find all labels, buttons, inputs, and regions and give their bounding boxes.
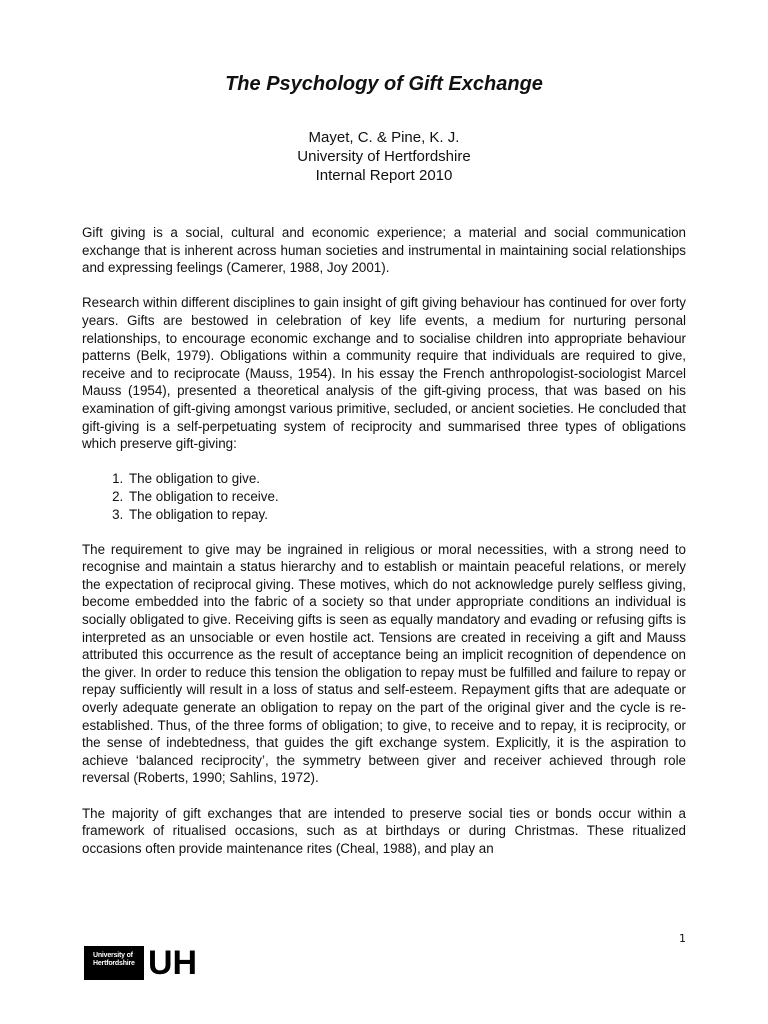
report-label: Internal Report 2010 xyxy=(315,167,453,184)
logo-mark: UH xyxy=(148,944,198,982)
body-text xyxy=(82,224,686,875)
author-names: Mayet, C. & Pine, K. J. xyxy=(308,129,460,146)
logo-line-1: University of xyxy=(93,952,133,959)
paragraph: Gift giving is a social, cultural and economic experience; a material and social communication exchange that is inherent across human societies and instrumental in maintaining social relationships and expressing feelings (Camerer, 1988, Joy 2001). xyxy=(82,225,686,276)
document-title: The Psychology of Gift Exchange xyxy=(225,73,543,95)
list-item: 2. The obligation to receive. xyxy=(127,488,686,506)
list-item: 1. The obligation to give. xyxy=(127,470,686,488)
page-number: 1 xyxy=(679,932,686,945)
paragraph: The requirement to give may be ingrained in religious or moral necessities, with a strong need to recognise and maintain a status hierarchy and to establish or maintain peaceful relations, or merely the expectation of reciprocal giving. These motives, which do not acknowledge purely selfless giving, become embedded into the fabric of a society so that under appropriate conditions an individual is socially obligated to give. Receiving gifts is seen as equally mandatory and evading or refusing gifts is interpreted as an unsociable or even hostile act. Tensions are created in receiving a gift and Mauss attributed this occurrence as the result of acceptance being an implicit recognition of dependence on the giver. In order to reduce this tension the obligation to repay must be fulfilled and failure to repay or repay sufficiently will result in a loss of status and self-esteem. Repayment gifts that are adequate or overly adequate generate an obligation to repay on the part of the original giver and the cycle is re-established. Thus, of the three forms of obligation; to give, to receive and to repay, it is reciprocity, or the sense of indebtedness, that guides the gift exchange system. Explicitly, it is the aspiration to achieve ‘balanced reciprocity’, the symmetry between giver and receiver achieved through role reversal (Roberts, 1990; Sahlins, 1972). xyxy=(82,541,686,786)
author-affiliation: University of Hertfordshire xyxy=(297,148,471,165)
logo-wordmark-box xyxy=(84,946,144,980)
list-item: 3. The obligation to repay. xyxy=(127,506,686,524)
paragraph: The majority of gift exchanges that are intended to preserve social ties or bonds occur within a framework of ritualised occasions, such as at birthdays or during Christmas. These ritualized occasions often provide maintenance rites (Cheal, 1988), and play an xyxy=(82,805,686,856)
logo-line-2: Hertfordshire xyxy=(93,960,135,967)
obligations-list xyxy=(82,470,686,523)
university-logo xyxy=(84,946,197,980)
paragraph: Research within different disciplines to gain insight of gift giving behaviour has continued for over forty years. Gifts are bestowed in celebration of key life events, a medium for nurturing personal relationships, to encourage economic exchange and to socialise children into appropriate behaviour patterns (Belk, 1979). Obligations within a community require that individuals are required to give, receive and to reciprocate (Mauss, 1954). In his essay the French anthropologist-sociologist Marcel Mauss (1954), presented a theoretical analysis of the gift-giving process, that was based on his examination of gift-giving amongst various primitive, secluded, or ancient societies. He concluded that gift-giving is a self-perpetuating system of reciprocity and summarised three types of obligations which preserve gift-giving: xyxy=(82,295,686,452)
author-block xyxy=(0,128,768,185)
